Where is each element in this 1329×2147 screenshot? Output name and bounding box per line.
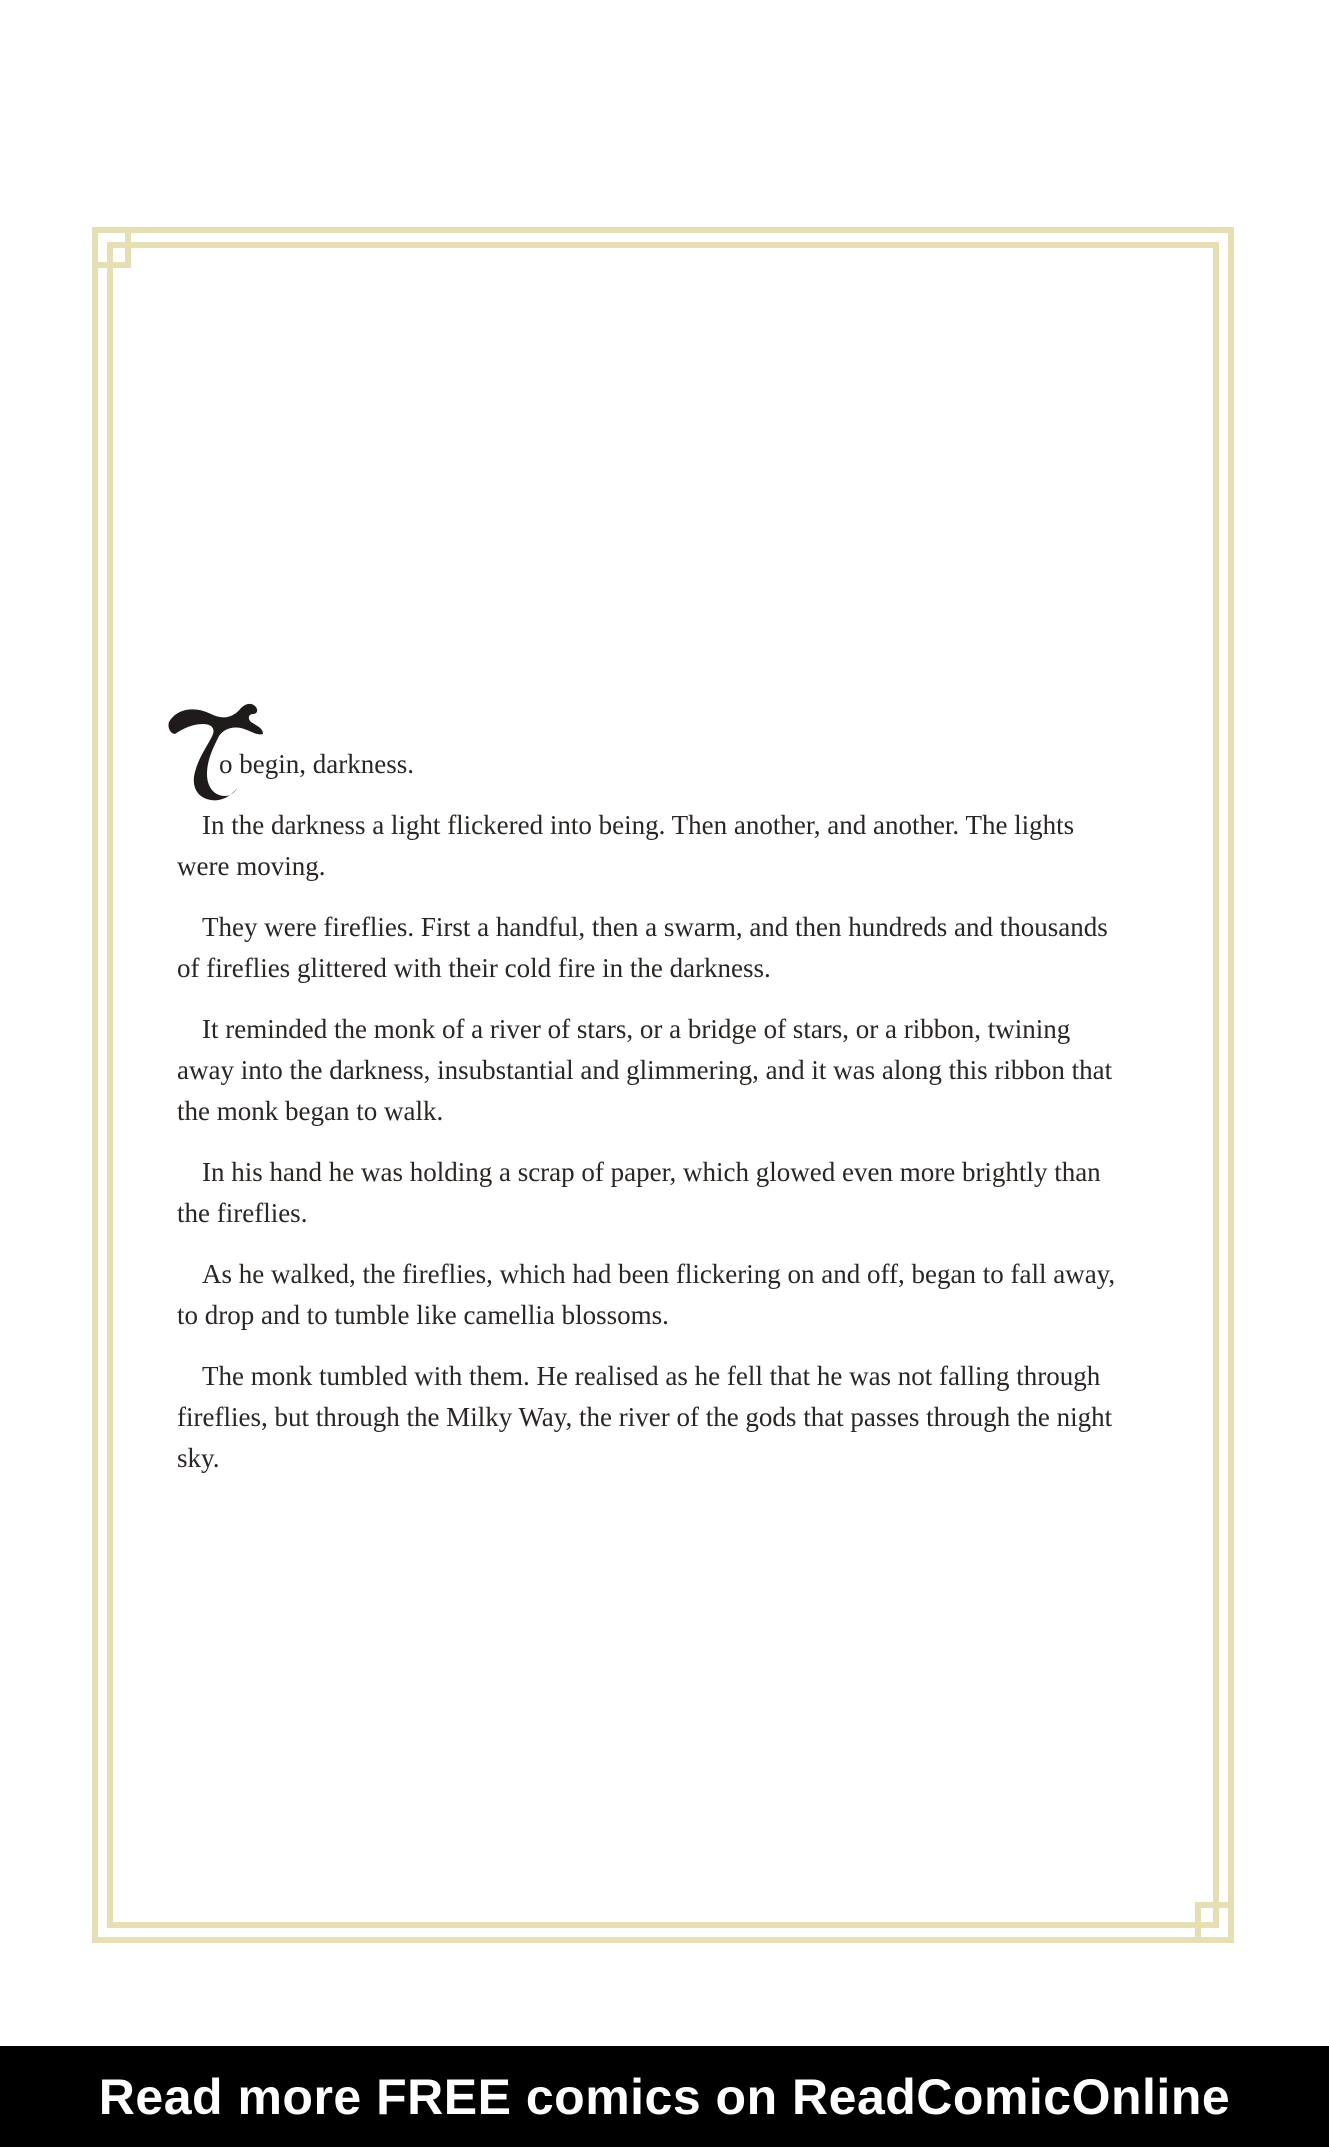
paragraph: The monk tumbled with them. He realised as he fell that he was not falling through fireflies, but through the Milky Way, the river of the gods that passes through the night sky. — [177, 1361, 1113, 1473]
opening-paragraph — [177, 700, 1127, 785]
paragraph: In the darkness a light flickered into being. Then another, and another. The lights were moving. — [177, 810, 1075, 881]
promo-banner[interactable] — [0, 2046, 1329, 2147]
drop-cap-letter-t — [167, 700, 267, 810]
story-text — [177, 700, 1127, 1499]
paragraph: It reminded the monk of a river of stars, or a bridge of stars, or a ribbon, twining away into the darkness, insubstantial and glimmering, and it was along this ribbon that the monk began to walk. — [177, 1014, 1113, 1126]
opening-line: o begin, darkness. — [219, 749, 414, 779]
paragraph: In his hand he was holding a scrap of paper, which glowed even more brightly than the fireflies. — [177, 1157, 1101, 1228]
paragraph: As he walked, the fireflies, which had been flickering on and off, began to fall away, to drop and to tumble like camellia blossoms. — [177, 1259, 1116, 1330]
paragraph: They were fireflies. First a handful, then a swarm, and then hundreds and thousands of fireflies glittered with their cold fire in the darkness. — [177, 912, 1108, 983]
promo-banner-text[interactable]: Read more FREE comics on ReadComicOnline — [98, 2068, 1231, 2125]
